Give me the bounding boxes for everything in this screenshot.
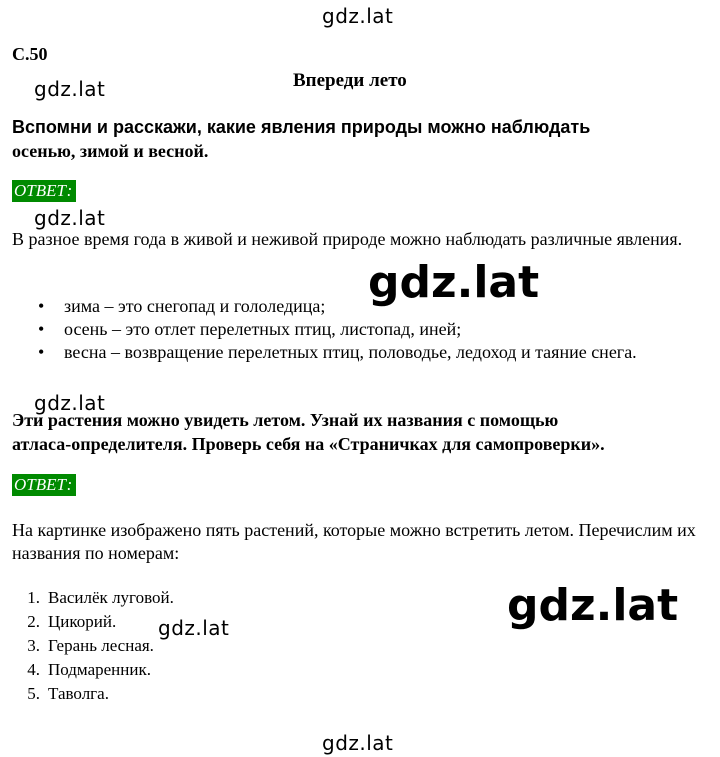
answer-1-paragraph: В разное время года в живой и неживой природе можно наблюдать различные явления.: [12, 229, 683, 249]
list-item: • зима – это снегопад и гололедица;: [38, 295, 698, 318]
task-1-line-1: Вспомни и расскажи, какие явления природы можно наблюдать: [12, 117, 591, 137]
list-item: 3. Герань лесная.: [27, 636, 154, 655]
page-number: С.50: [12, 44, 48, 64]
watermark-large: gdz.lat: [368, 257, 540, 308]
phenomena-list: [38, 295, 698, 364]
answer-label: ОТВЕТ:: [12, 474, 76, 496]
answer-label: ОТВЕТ:: [12, 180, 76, 202]
task-2: [12, 408, 605, 456]
task-1: [12, 115, 590, 163]
watermark: gdz.lat: [34, 206, 106, 230]
watermark-bottom: gdz.lat: [322, 731, 394, 755]
list-item: • осень – это отлет перелетных птиц, листопад, иней;: [38, 318, 698, 341]
list-item: 1. Василёк луговой.: [27, 588, 174, 607]
watermark: gdz.lat: [34, 391, 106, 415]
watermark: gdz.lat: [34, 77, 106, 101]
section-title: Впереди лето: [293, 70, 407, 91]
watermark-top: gdz.lat: [322, 4, 394, 28]
watermark: gdz.lat: [158, 616, 230, 640]
task-2-line-2: атласа-определителя. Проверь себя на «Страничках для самопроверки».: [12, 434, 605, 454]
list-item: • весна – возвращение перелетных птиц, половодье, ледоход и таяние снега.: [38, 341, 698, 364]
list-item: 5. Таволга.: [27, 684, 109, 703]
list-item: 2. Цикорий.: [27, 612, 117, 631]
watermark-large: gdz.lat: [507, 580, 679, 631]
task-1-line-2: осенью, зимой и весной.: [12, 141, 209, 161]
list-item: 4. Подмаренник.: [27, 660, 151, 679]
task-2-line-1: Эти растения можно увидеть летом. Узнай их названия с помощью: [12, 410, 559, 430]
answer-2-paragraph: На картинке изображено пять растений, которые можно встретить летом. Перечислим их названия по номерам:: [12, 520, 696, 563]
plants-list: [14, 586, 174, 706]
